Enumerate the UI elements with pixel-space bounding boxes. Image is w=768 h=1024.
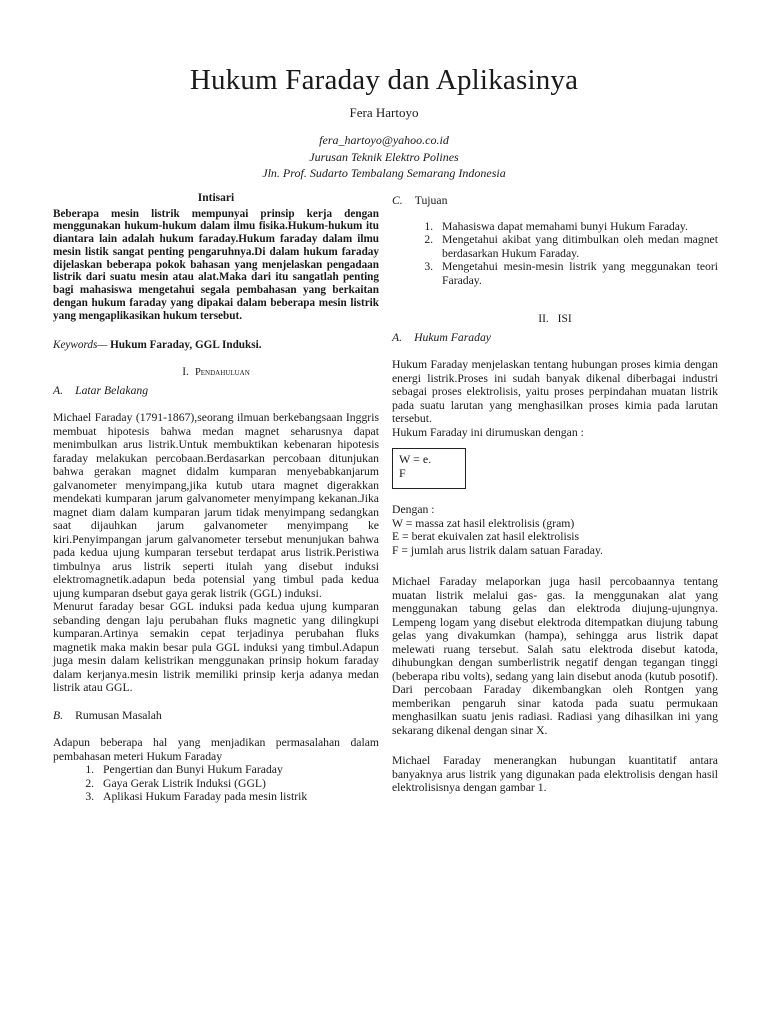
- paragraph-gas-experiment: Michael Faraday melaporkan juga hasil percobaannya tentang muatan listrik melalui gas- gas. Ia menggunakan alat yang menggunakan tabung gelas dan elektroda diujung-ujungnya. Lempeng logam yang disebut elektroda ditempatkan diujung tabung gelas yang divakumkan (hampa), sehingga arus listrik dapat melewati ruang tersebut. Salah satu elektroda disebut katoda, dihubungkan dengan sumberlistrik negatif dengan tegangan tinggi (beberapa ribu volts), sedang yang lain disebut anoda (kutub posotif). Dari percobaan Faraday dikembangkan oleh Rontgen yang memberikan pengaruh sinar katoda pada suatu permukaan menghasilkan suatu jenis radiasi. Radiasi yang dihasilkan ini yang sekarang dikenal dengan sinar X.: [392, 575, 718, 737]
- subsection-title: Tujuan: [414, 194, 448, 207]
- subsection-heading-hukum-faraday: [392, 331, 718, 345]
- section-heading-pendahuluan: [53, 366, 379, 380]
- subsection-letter: C.: [392, 194, 403, 207]
- section-title: ISI: [557, 313, 572, 325]
- list-item: 1. Pengertian dan Bunyi Hukum Faraday: [97, 763, 379, 777]
- paragraph-rumusan-intro: Adapun beberapa hal yang menjadikan permasalahan dalam pembahasan meteri Hukum Faraday: [53, 736, 379, 763]
- formula-intro: Hukum Faraday ini dirumuskan dengan :: [392, 425, 584, 439]
- paragraph-latar-belakang-1: Michael Faraday (1791-1867),seorang ilmuan berkebangsaan Inggris membuat hipotesis bahwa medan magnet seharusnya dapat menimbulkan arus listrik.Untuk membuktikan kebenaran hipotesis faraday melakukan percobaan.Berdasarkan percobaan ditunjukan bahwa gerakan magnet didalm kumparan menyebabkanjarum galvanometer menyimpang,jika kutub utara magnet digerakkan mendekati kumparan jarum galvanometer menyimpang kekanan.Jika magnet diam dalam kumparan jarum tidak menyimpang sedangkan saat dijauhkan jarum galvanometer menyimpang ke kiri.Penyimpangan jarum galvanometer tersebut menunjukan bahwa pada kedua ujung kumparan tersebut terdapat arus listrik.Peristiwa timbulnya arus listrik seperti itulah yang disebut induksi elektromagnetik.adapun beda potensial yang timbul pada kedua ujung kumparan dsebut gaya gerak listrik (GGL) induksi.: [53, 411, 379, 600]
- subsection-heading-latar-belakang: [53, 384, 379, 398]
- abstract-text: Beberapa mesin listrik mempunyai prinsip kerja dengan menggunakan hukum-hukum dalam ilmu fisika.Hukum-hukum itu diantara lain adalah hukum faraday.Hukum faraday dalam ilmu mesin listik sangat penting pengaruhnya.Di dalam hukum faraday dijelaskan beberapa pokok bahasan yang menjelaskan pengadaan listrik dari suatu mesin atau alat.Maka dari itu sangatlah penting bagi mahasiswa mengetahui segala pembahasan yang berkaitan dengan hukum faraday yang dipakai dalam beberapa mesin listrik yang mengaplikasikan hukum tersebut.: [53, 207, 379, 322]
- subsection-heading-tujuan: [392, 194, 718, 208]
- formula-box: W = e. F: [392, 448, 466, 489]
- list-item: 3. Aplikasi Hukum Faraday pada mesin listrik: [97, 790, 379, 804]
- author-name: Fera Hartoyo: [349, 105, 419, 120]
- list-item: 3. Mengetahui mesin-mesin listrik yang meggunakan teori Faraday.: [436, 260, 718, 287]
- subsection-letter: A.: [392, 330, 403, 344]
- list-item: 2. Mengetahui akibat yang ditimbulkan oleh medan magnet berdasarkan Hukum Faraday.: [436, 233, 718, 260]
- tujuan-list: [392, 220, 718, 288]
- subsection-heading-rumusan-masalah: [53, 709, 379, 723]
- paper-header: [0, 64, 768, 180]
- definitions-label: Dengan :: [392, 503, 435, 516]
- definition-item: E = berat ekuivalen zat hasil elektrolisis: [392, 530, 580, 543]
- section-number: I.: [182, 366, 189, 379]
- abstract-heading: Intisari: [197, 192, 235, 204]
- section-title: Pendahuluan: [194, 367, 250, 379]
- definition-item: F = jumlah arus listrik dalam satuan Faraday.: [392, 543, 603, 557]
- subsection-letter: B.: [53, 708, 64, 722]
- section-number: II.: [538, 313, 549, 325]
- paragraph-quantitative: Michael Faraday menerangkan hubungan kuantitatif antara banyaknya arus listrik yang digunakan pada elektrolisis dengan hasil elektrolisisnya dengan gambar 1.: [392, 754, 718, 794]
- left-column: [53, 192, 379, 804]
- keywords-value: Hukum Faraday, GGL Induksi.: [110, 338, 262, 351]
- list-item: 1. Mahasiswa dapat memahami bunyi Hukum Faraday.: [436, 220, 718, 234]
- keywords-label: Keywords—: [53, 338, 108, 351]
- affiliation-line-1: Jurusan Teknik Elektro Polines: [309, 150, 459, 164]
- definition-item: W = massa zat hasil elektrolisis (gram): [392, 516, 575, 530]
- subsection-title: Latar Belakang: [75, 383, 149, 397]
- subsection-letter: A.: [53, 383, 64, 397]
- section-heading-isi: [392, 313, 718, 327]
- paragraph-hukum-faraday-intro: Hukum Faraday menjelaskan tentang hubungan proses kimia dengan energi listrik.Proses ini sudah banyak dikenal diberbagai industri sebagai proses elektrolisis, yaitu proses perpindahan muatan listrik pada suatu larutan yang menghasilkan proses kimia pada larutan tersebut.: [392, 358, 718, 425]
- author-email: fera_hartoyo@yahoo.co.id: [319, 133, 449, 147]
- rumusan-list: [53, 763, 379, 804]
- paragraph-latar-belakang-2: Menurut faraday besar GGL induksi pada kedua ujung kumparan sebanding dengan laju perubahan fluks magnetic yang dilingkupi kumparan.Artinya semakin cepat terjadinya perubahan fluks magnetik maka makin besar pula GGL induksi yang timbul.Adapun juga mesin dalam kelistrikan menggunakan prinsip hokum faraday dalam kerjanya.mesin listrik memiliki prinsip kerja adanya medan listrik atau GGL.: [53, 600, 379, 695]
- paper-title: Hukum Faraday dan Aplikasinya: [189, 64, 579, 96]
- subsection-title: Rumusan Masalah: [75, 708, 162, 722]
- right-column: [392, 192, 718, 795]
- affiliation-line-2: Jln. Prof. Sudarto Tembalang Semarang Indonesia: [262, 166, 506, 180]
- list-item: 2. Gaya Gerak Listrik Induksi (GGL): [97, 777, 379, 791]
- keywords: [53, 339, 379, 353]
- subsection-title: Hukum Faraday: [414, 330, 491, 344]
